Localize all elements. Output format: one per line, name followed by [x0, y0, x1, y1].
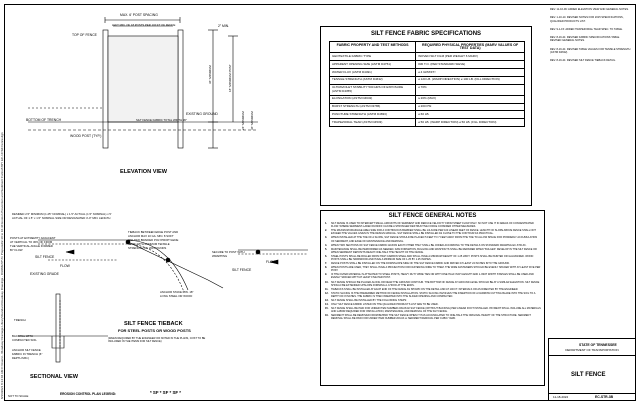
- title-block: [548, 338, 636, 401]
- tieback-title: SILT FENCE TIEBACK: [124, 321, 183, 327]
- label-wood-post: WOOD POST (TYP.): [70, 134, 102, 138]
- label-height-3: 24" MINIMUM: [241, 111, 245, 130]
- general-note-text: IF THE FILTER MATERIAL IS ATTACHED TO STEEL POSTS, HEAVY DUTY WIRE TIES OR WITH ONE HALF INCH LENGTH AND 1-INCH WIDTH STAPLES SHALL BE USED AND EVENLY SPACED WITH AT LEAST FIVE PER POST.: [331, 273, 534, 280]
- spec-row: [330, 53, 525, 61]
- spec-value-cell: ≤ 20% (MAX): [416, 95, 525, 103]
- general-note-text: STATIC SLICING IS THE PREFERRED METHOD OF FENCE INSTALLATION. STATIC SLICING INVOLVES THE INSERTION OF A NARROW CUTTING BLADE INTO THE SOIL TO A DEPTH OF 8 INCHES. THE FABRIC IS THEN INSERTED INTO THE SLICED OPENING AND COMPACTED.: [331, 291, 536, 298]
- spec-value-cell: ≥ 70%: [416, 84, 525, 95]
- spec-row: [330, 111, 525, 119]
- general-notes-panel: [320, 210, 545, 386]
- label-top-fence: TOP OF FENCE: [72, 33, 97, 37]
- scale-note: NOT TO SCALE: [8, 394, 29, 398]
- general-notes-list: [325, 222, 541, 321]
- general-note-text: WHEN INSTALLED AT THE TOE OF A SLOPE, SILT FENCE SHOULD BE PLACED 5 FEET TO 7 FEET AWAY FROM THE TOE TO ALLOW SPACE FOR POWDERLY ACCUMULATION OF SEDIMENT, AND EASE OF MAINTENANCE AND REMOVAL.: [331, 236, 538, 243]
- revision-notes: [550, 8, 632, 68]
- post-right: [178, 30, 183, 148]
- label-height-2: 18" MINIMUM POST: [228, 64, 232, 92]
- spec-row: [330, 95, 525, 103]
- label-anchor-post: ANCHOR SILT FENCE FABRIC IN TRENCH (6" DEPTH MIN.): [12, 348, 43, 360]
- elevation-view-drawing: [8, 8, 318, 178]
- label-existing-grade: EXISTING GRADE: [30, 272, 59, 276]
- label-silt-fence-fabric: SILT FENCE FABRIC TOTAL WIDTH 36": [136, 118, 187, 122]
- general-note-text: THE MAXIMUM DRAINAGE AREA SIZE FOR A CONTINUOUS BARRIER SHALL BE 1/4 ACRE PER 100 LINEAR FEET OF FENCE. LENGTH OF SLOPE ABOVE FENCE SHALL NOT EXCEED THE VALUES GIVEN IN THE DESIGN MANUAL. SILT FENCE SHALL BE INSTALLED AS CLOSE TO THE CONTOUR AS PRACTICAL.: [331, 229, 536, 236]
- general-note-item: 5. MAINTENANCE SHALL BE PERFORMED AS NEEDED. DAM FORMATION, BULGING AND WASHOUTS SHALL BE REPAIRED WHEN "BULGES" DEVELOP IN THE SILT FENCE OR WHEN SEDIMENT DEPOSITS REACH ONE-HALF THE HEIGHT OF THE FENCE.: [325, 247, 537, 254]
- general-note-item: 12. STATIC SLICING IS THE PREFERRED METHOD OF FENCE INSTALLATION. STATIC SLICING INVOLVES THE INSERTION OF A NARROW CUTTING BLADE INTO THE SOIL TO A DEPTH OF 8 INCHES. THE FABRIC IS THEN INSERTED INTO THE SLICED OPENING AND COMPACTED.: [325, 291, 536, 298]
- general-note-text: WHEN POSTS ARE USED, THEY SHALL HAVE A PROJECTION FOR FASTENING WIRE TO THEM. THE WIRE FASTENERS SHOULD BE EVENLY SPACED WITH AT LEAST FIVE PER POST.: [331, 266, 541, 273]
- general-note-text: MAINTENANCE SHALL BE PERFORMED AS NEEDED. DAM FORMATION, BULGING AND WASHOUTS SHALL BE REPAIRED WHEN "BULGES" DEVELOP IN THE SILT FENCE OR WHEN SEDIMENT DEPOSITS REACH ONE-HALF THE HEIGHT OF THE FENCE.: [331, 247, 537, 254]
- state-name: STATE OF TENNESSEE: [579, 343, 617, 347]
- side-stamp: 8/16/2021 8:14:04 AM C:\Users\...\Roadway Drainage Library\Standard Roadway Drawings - DURRENT\Tn Prepared\2.10 to 10.30 Erosion Prevention and Sediment Control\TRY EC-10 Silt Fence.dgn: [0, 132, 4, 399]
- general-note-item: 2. THE MAXIMUM DRAINAGE AREA SIZE FOR A CONTINUOUS BARRIER SHALL BE 1/4 ACRE PER 100 LINEAR FEET OF FENCE. LENGTH OF SLOPE ABOVE FENCE SHALL NOT EXCEED THE VALUES GIVEN IN THE DESIGN MANUAL. SILT FENCE SHALL BE INSTALLED AS CLOSE TO THE CONTOUR AS PRACTICAL.: [325, 229, 536, 236]
- elevation-view-title: ELEVATION VIEW: [120, 169, 168, 175]
- label-desired: DESIRED 2.5" MINIMUM (1.25" NOMINAL) x 1.5" ACTUAL (1.5" NOMINAL) x 5' ACTUAL OF 1.5" x 1.5" NOMINAL SIZE OR DESIGNATED 4'-0" MIN. LENGTH: [12, 212, 112, 220]
- label-dim-2: 2" MIN.: [218, 24, 230, 28]
- spec-property-cell: ELONGATION (ASTM D4632): [330, 95, 416, 103]
- revision-entry: REV. 11-16-09: ADDED ELEVATION VIEW AND GENERAL NOTES.: [550, 8, 629, 11]
- revision-entry: REV. 9-1-15: ADDED TRAPEZOIDAL TEAR SPEC. TO TABLE.: [550, 27, 623, 31]
- label-bottom-fence: BOTTOM OF TRENCH: [26, 118, 62, 122]
- label-secure: SECURE TO POST WITH WRAPPING: [212, 250, 245, 258]
- legend-symbol: * SF * SF * SF *: [150, 390, 181, 395]
- label-silt-fence: SILT FENCE: [35, 255, 55, 259]
- general-note-text: WHEN TWO SECTIONS OF SILT FENCE FABRIC ADJOIN EACH OTHER THEY SHALL BE JOINED ACCORDING TO THE DETAILS ON STANDARD DRAWING EC-STR-3C.: [331, 243, 527, 247]
- label-tieback-between: TIEBACK BETWEEN EDGE POST AND ANCHOR MAX 10 GA. MIN. 8 SOFT WELDED BRAIDED POLYPROPYLENE ROPE WITH MINIMUM TENSILE STRENGTH OF 200 POUNDS: [128, 230, 179, 250]
- label-flow: FLOW: [60, 264, 70, 268]
- general-note-item: 8. WHEN POSTS ARE USED, THEY SHALL HAVE A PROJECTION FOR FASTENING WIRE TO THEM. THE WIRE FASTENERS SHOULD BE EVENLY SPACED WITH AT LEAST FIVE PER POST.: [325, 266, 541, 273]
- spec-property-cell: GEOTEXTILE FABRIC TYPE: [330, 53, 416, 61]
- spec-col-property: FABRIC PROPERTY AND TEST METHODS: [330, 42, 416, 53]
- general-note-item: 10. SILT FENCE SHOULD BE PLACED ALONG OR NEAR THE GROUND CONTOUR. THE BOTTOM OF FENCE AT GROUND LEVEL SHOULD BE AT A SIMILAR ELEVATION. SILT FENCE SHOULD BE EXTENDED UPSLOPE FORMING A J-HOOK AT THE ENDS.: [325, 280, 540, 287]
- revision-entry: REV. 1-10-14: REVISED NOTES FOR 2015 SPECIFICATIONS, QUALIFIED PRODUCTS LIST.: [550, 16, 624, 23]
- general-note-item: 6. STEEL POSTS SHALL BE ROLLED FROM HIGH CARBON STEEL AND SHALL HAVE A MINIMUM WEIGHT OF 1.25 LB/FT. POSTS SHALL BE PAINTED OR GALVANIZED. WOOD POSTS SHALL BE HARDWOOD AND HAVE A MINIMUM SIZE OF 1.25 BY 1.25 INCHES.: [325, 254, 534, 262]
- spec-row: [330, 84, 525, 95]
- general-note-text: ONLY SILT FENCE FABRIC LISTED ON THE QUALIFIED PRODUCTS LIST ARE TO BE USED.: [331, 303, 439, 307]
- spec-table-title: SILT FENCE FABRIC SPECIFICATIONS: [370, 31, 482, 37]
- drawing-date: 11-18-2022: [553, 395, 569, 399]
- spec-value-cell: WOVEN SILT FILM (PER WEIGHT 6 MARV): [416, 53, 525, 61]
- legend-label: EROSION CONTROL PLAN LEGEND:: [60, 392, 117, 396]
- sectional-view-title: SECTIONAL VIEW: [30, 374, 79, 380]
- spec-property-cell: TENSILE STRENGTH (ASTM D4632): [330, 76, 416, 84]
- tieback-subtitle: FOR STEEL POSTS OR WOOD POSTS: [118, 328, 191, 333]
- general-note-text: STEEL POSTS SHALL BE ROLLED FROM HIGH CARBON STEEL AND SHALL HAVE A MINIMUM WEIGHT OF 1.25 LB/FT. POSTS SHALL BE PAINTED OR GALVANIZED. WOOD POSTS SHALL BE HARDWOOD AND HAVE A MINIMUM SIZE OF 1.25 BY 1.25 INCHES.: [331, 254, 534, 262]
- spec-property-cell: BURST STRENGTH (ASTM D3786): [330, 103, 416, 111]
- spec-value-cell: ≥ 60 LB.: [416, 111, 525, 119]
- drawing-number: EC-STR-3B: [595, 395, 614, 399]
- label-existing-ground: EXISTING GROUND: [186, 112, 218, 116]
- general-note-text: FENCE POSTS SHALL BE INSTALLED ON THE DOWNSLOPE SIDE OF THE SILT FENCE FABRIC AND DRIVEN AT LEAST 24 INCHES INTO THE GROUND.: [331, 262, 510, 266]
- revision-entry: REV. 8-16-21: REVISED SILT FENCE TIEBACK DETAIL.: [550, 59, 616, 63]
- label-silt-fence-2: SILT FENCE: [232, 268, 252, 272]
- label-flow-2: FLOW: [266, 260, 276, 264]
- general-note-text: TIEBACKS SHALL BE INSTALLED AT EACH END OF THE FENCE AS SHOWN ON THE DETAIL AND AT 100 FT. INTERVALS OR AS DIRECTED BY THE ENGINEER.: [331, 287, 519, 291]
- general-note-item: 15. SILT FENCE SHALL BE PAID FOR UNDER ITEM NUMBER 209-08.02 SILT FENCE (WITHOUT BACKING) PER LINEAR FOOT INSTALLED. PAYMENT SHALL INCLUDE ALL MATERIALS AND LABOR REQUIRED FOR INSTALLATION, MAINTENANCE, AND REMOVAL OF THE SILT FENCE.: [325, 307, 541, 314]
- spec-property-cell: WATER FLUX (ASTM D4491): [330, 68, 416, 76]
- tieback-note: (WHEN REQUIRED BY THE ENGINEER OR NOTED IN THE PLANS, COST TO BE INCLUDED IN THE ITEMS FOR SILT FENCE): [108, 337, 206, 343]
- spec-col-required: REQUIRED PHYSICAL PROPERTIES (MARV VALUES OF TEST DATA): [416, 42, 525, 53]
- spec-value-cell: ≥ 4 GPM/FT²: [416, 68, 525, 76]
- label-trench: TRENCH: [14, 318, 26, 322]
- general-note-item: 3. WHEN INSTALLED AT THE TOE OF A SLOPE, SILT FENCE SHOULD BE PLACED 5 FEET TO 7 FEET AWAY FROM THE TOE TO ALLOW SPACE FOR POWDERLY ACCUMULATION OF SEDIMENT, AND EASE OF MAINTENANCE AND REMOVAL.: [325, 236, 538, 243]
- general-note-item: 16. SEDIMENT SHALL BE REMOVED FROM BEHIND THE SILT FENCE WHEN IT HAS ACCUMULATED TO ONE-HALF THE ORIGINAL HEIGHT OF THE STRUCTURE. SEDIMENT REMOVAL SHALL BE PAID FOR UNDER ITEM NUMBER 209-03.xx SEDIMENT REMOVAL PER CUBIC YARD.: [325, 314, 531, 321]
- department-name: DEPARTMENT OF TRANSPORTATION: [565, 348, 619, 352]
- spec-row: [330, 76, 525, 84]
- label-posts-end: POSTS AT EXTREMITY ADJACENT AT VERTICAL TO 30% OF FROM THE VERTICAL ANGLE FORMED BY FLOW: [10, 236, 56, 252]
- revision-entry: REV. 8-16-21: REVISED FABRIC SPECIFICATIONS TABLE. REVISED GENERAL NOTES.: [550, 36, 620, 43]
- general-note-text: SILT FENCE SHOULD BE PLACED ALONG OR NEAR THE GROUND CONTOUR. THE BOTTOM OF FENCE AT GROUND LEVEL SHOULD BE AT A SIMILAR ELEVATION. SILT FENCE SHOULD BE EXTENDED UPSLOPE FORMING A J-HOOK AT THE ENDS.: [331, 280, 540, 287]
- spec-property-cell: APPARENT OPENING SIZE (ASTM D4751): [330, 61, 416, 69]
- spec-row: [330, 68, 525, 76]
- label-anchor: ANCHOR STAKE MIN. 18" LONG STEEL OR WOOD: [160, 290, 194, 298]
- label-height-1: 36" MINIMUM: [208, 65, 212, 84]
- revision-entry: REV. 8-16-21: REVISED TABLE VALUES FOR TENSILE STRENGTH (ASTM D4632).: [550, 47, 631, 55]
- general-note-item: 4. WHEN TWO SECTIONS OF SILT FENCE FABRIC ADJOIN EACH OTHER THEY SHALL BE JOINED ACCORDING TO THE DETAILS ON STANDARD DRAWING EC-STR-3C.: [325, 243, 527, 247]
- general-notes-title: SILT FENCE GENERAL NOTES: [388, 213, 477, 219]
- general-note-text: SILT FENCE SHALL BE INSTALLED BY THE FOLLOWING STEPS:: [331, 298, 407, 302]
- spec-property-cell: PUNCTURE STRENGTH (ASTM D4833): [330, 111, 416, 119]
- spec-row: [330, 103, 525, 111]
- general-note-item: 11. TIEBACKS SHALL BE INSTALLED AT EACH END OF THE FENCE AS SHOWN ON THE DETAIL AND AT 100 FT. INTERVALS OR AS DIRECTED BY THE ENGINEER.: [325, 287, 519, 291]
- spec-value-cell: #30 T.O. (PER STANDARD SIEVE): [416, 61, 525, 69]
- spec-row: [330, 119, 525, 127]
- general-note-text: SILT FENCE SHALL BE PAID FOR UNDER ITEM NUMBER 209-08.02 SILT FENCE (WITHOUT BACKING) PER LINEAR FOOT INSTALLED. PAYMENT SHALL INCLUDE ALL MATERIALS AND LABOR REQUIRED FOR INSTALLATION, MAINTENANCE, AND REMOVAL OF THE SILT FENCE.: [331, 307, 541, 314]
- fabric-panel: [108, 36, 178, 122]
- fabric-specifications-table: [320, 26, 532, 206]
- spec-property-cell: ULTRAVIOLET STABILITY 500 HRS OF EXPOSURE (ASTM D4355): [330, 84, 416, 95]
- label-backfill: BACKFILL WITH COMPACTED SOIL: [12, 334, 37, 342]
- spec-row: [330, 61, 525, 69]
- general-note-item: 14. ONLY SILT FENCE FABRIC LISTED ON THE QUALIFIED PRODUCTS LIST ARE TO BE USED.: [325, 303, 439, 307]
- general-note-item: 1. SILT FENCE IS USED TO INTERCEPT SMALL AMOUNTS OF SEDIMENT AND REDUCE VELOCITY FROM SHEET FLOW ONLY. SO NOT USE IT IN AREAS OF CONCENTRATED FLOW. WHERE SEDIMENT-LADEN RUNOFF CAN BE A STRONGER DESTRUCTIVE FORCE CONSIDER OTHER MEASURES.: [325, 222, 534, 229]
- label-overlap: LEFT MIN. OF 18 POSTS PER 100 FT OF FENCE: [112, 23, 176, 27]
- general-note-item: 9. IF THE FILTER MATERIAL IS ATTACHED TO STEEL POSTS, HEAVY DUTY WIRE TIES OR WITH ONE HALF INCH LENGTH AND 1-INCH WIDTH STAPLES SHALL BE USED AND EVENLY SPACED WITH AT LEAST FIVE PER POST.: [325, 273, 534, 280]
- label-max-spacing: MAX. 6' POST SPACING: [120, 13, 158, 17]
- drawing-title: SILT FENCE: [571, 372, 606, 378]
- spec-value-cell: ≥ 200 PSI: [416, 103, 525, 111]
- general-note-item: 7. FENCE POSTS SHALL BE INSTALLED ON THE DOWNSLOPE SIDE OF THE SILT FENCE FABRIC AND DRIVEN AT LEAST 24 INCHES INTO THE GROUND.: [325, 262, 510, 266]
- general-note-text: SEDIMENT SHALL BE REMOVED FROM BEHIND THE SILT FENCE WHEN IT HAS ACCUMULATED TO ONE-HALF THE ORIGINAL HEIGHT OF THE STRUCTURE. SEDIMENT REMOVAL SHALL BE PAID FOR UNDER ITEM NUMBER 209-03.xx SEDIMENT REMOVAL PER CUBIC YARD.: [331, 314, 531, 321]
- spec-property-cell: TRAPEZOIDAL TEAR (ASTM D4533): [330, 119, 416, 127]
- label-height-4: 36" MINIMUM: [250, 111, 254, 130]
- spec-value-cell: ≥ 50 LB. (WARP DIRECTION) ≥ 50 LB. (FILL DIRECTION): [416, 119, 525, 127]
- spec-table-body: [330, 53, 525, 127]
- general-note-item: 13. SILT FENCE SHALL BE INSTALLED BY THE FOLLOWING STEPS:: [325, 298, 407, 302]
- spec-value-cell: ≥ 120 LB. (WARP DIRECTION) ≥ 100 LB. (FILL DIRECTION): [416, 76, 525, 84]
- general-note-text: SILT FENCE IS USED TO INTERCEPT SMALL AMOUNTS OF SEDIMENT AND REDUCE VELOCITY FROM SHEET FLOW ONLY. SO NOT USE IT IN AREAS OF CONCENTRATED FLOW. WHERE SEDIMENT-LADEN RUNOFF CAN BE A STRONGER DESTRUCTIVE FORCE CONSIDER OTHER MEASURES.: [331, 222, 534, 229]
- post-left: [103, 30, 108, 148]
